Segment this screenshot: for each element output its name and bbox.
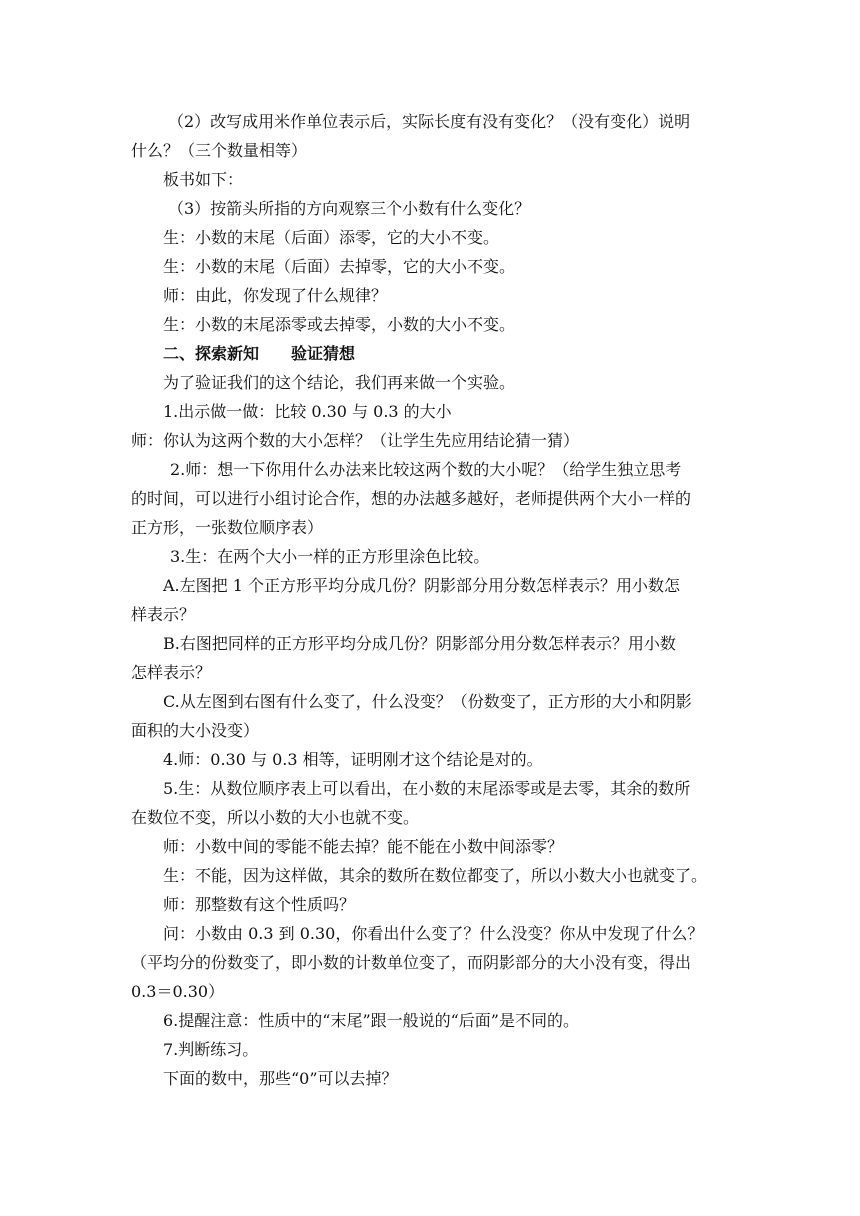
text-line: 生：不能，因为这样做，其余的数所在数位都变了，所以小数大小也就变了。 bbox=[163, 866, 708, 885]
text-line: （3）按箭头所指的方向观察三个小数有什么变化？ bbox=[168, 199, 531, 218]
text-line: 的时间，可以进行小组讨论合作，想的办法越多越好，老师提供两个大小一样的 bbox=[131, 489, 692, 508]
text-line: 板书如下： bbox=[163, 170, 244, 189]
text-line: 正方形，一张数位顺序表） bbox=[131, 518, 324, 537]
text-line: 怎样表示？ bbox=[131, 663, 212, 682]
text-line: 生：小数的末尾（后面）去掉零，它的大小不变。 bbox=[163, 257, 516, 276]
text-line: 2.师：想一下你用什么办法来比较这两个数的大小呢？（给学生独立思考 bbox=[170, 460, 682, 479]
text-line: 师：你认为这两个数的大小怎样？（让学生先应用结论猜一猜） bbox=[131, 431, 580, 450]
text-line: 7.判断练习。 bbox=[163, 1040, 259, 1059]
text-line: 为了验证我们的这个结论，我们再来做一个实验。 bbox=[163, 373, 516, 392]
text-line: C.从左图到右图有什么变了，什么没变？（份数变了，正方形的大小和阴影 bbox=[163, 692, 692, 711]
text-line: 生：小数的末尾（后面）添零，它的大小不变。 bbox=[163, 228, 500, 247]
text-line: 师：小数中间的零能不能去掉？能不能在小数中间添零？ bbox=[163, 837, 564, 856]
text-line: （2）改写成用米作单位表示后，实际长度有没有变化？（没有变化）说明 bbox=[168, 112, 691, 131]
text-line: 0.3＝0.30） bbox=[131, 982, 225, 1001]
text-line: 师：那整数有这个性质吗？ bbox=[163, 895, 356, 914]
text-line: 在数位不变，所以小数的大小也就不变。 bbox=[131, 808, 420, 827]
text-line: 5.生：从数位顺序表上可以看出，在小数的末尾添零或是去零，其余的数所 bbox=[163, 779, 691, 798]
text-line: 下面的数中，那些“0”可以去掉？ bbox=[163, 1069, 398, 1088]
text-line: 4.师：0.30 与 0.3 相等，证明刚才这个结论是对的。 bbox=[163, 750, 543, 769]
text-line: 6.提醒注意：性质中的“末尾”跟一般说的“后面”是不同的。 bbox=[163, 1011, 579, 1030]
text-line: 样表示？ bbox=[131, 605, 196, 624]
text-line: 1.出示做一做：比较 0.30 与 0.3 的大小 bbox=[163, 402, 452, 421]
section-heading: 二、探索新知 验证猜想 bbox=[163, 344, 356, 363]
text-line: 面积的大小没变） bbox=[131, 721, 260, 740]
text-line: 师：由此，你发现了什么规律？ bbox=[163, 286, 388, 305]
text-line: 问：小数由 0.3 到 0.30，你看出什么变了？什么没变？你从中发现了什么？ bbox=[163, 924, 704, 943]
text-line: （平均分的份数变了，即小数的计数单位变了，而阴影部分的大小没有变，得出 bbox=[131, 953, 692, 972]
text-line: 生：小数的末尾添零或去掉零，小数的大小不变。 bbox=[163, 315, 516, 334]
text-line: B.右图把同样的正方形平均分成几份？阴影部分用分数怎样表示？用小数 bbox=[163, 634, 676, 653]
text-line: 什么？（三个数量相等） bbox=[131, 141, 308, 160]
text-line: A.左图把 1 个正方形平均分成几份？阴影部分用分数怎样表示？用小数怎 bbox=[163, 576, 680, 595]
text-line: 3.生：在两个大小一样的正方形里涂色比较。 bbox=[170, 547, 490, 566]
